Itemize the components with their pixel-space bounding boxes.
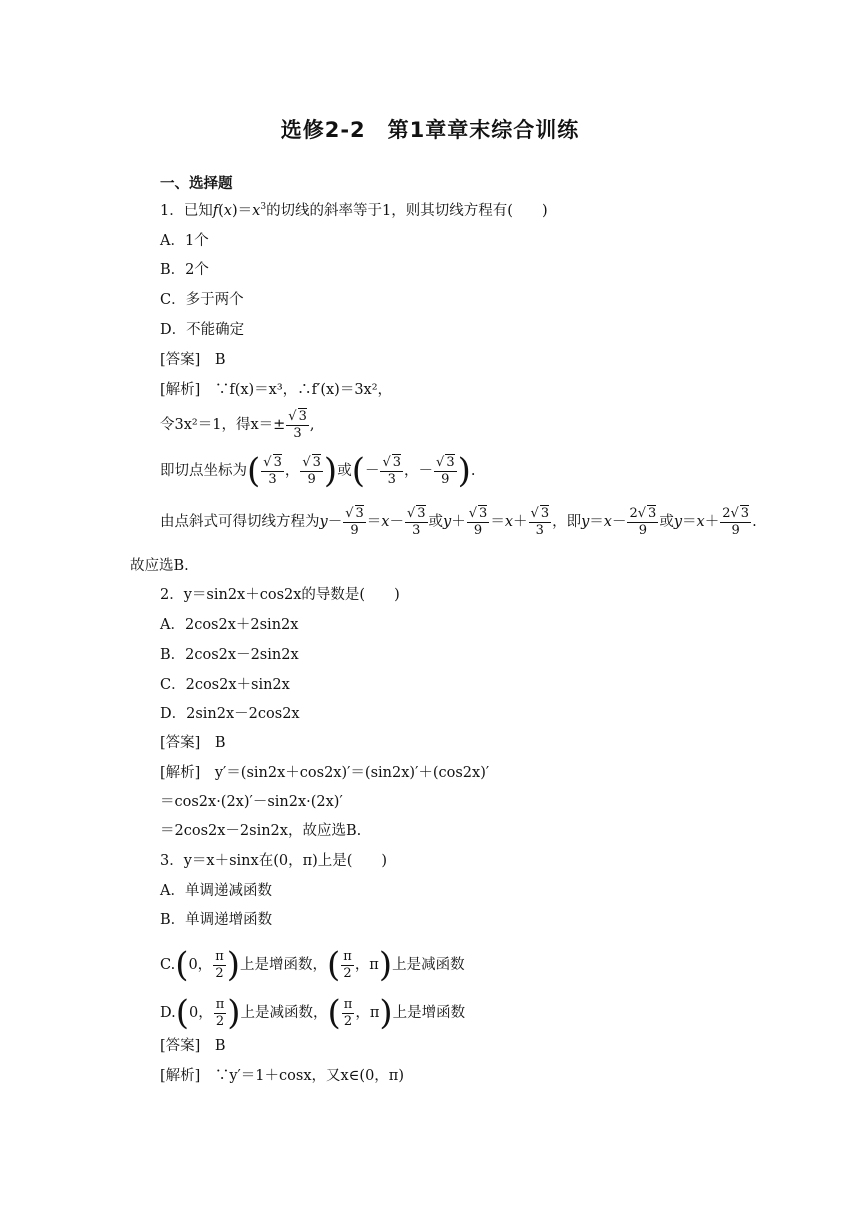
q2-analysis-3: ＝2cos2x－2sin2x，故应选B. <box>160 823 362 839</box>
q1-analysis-5: 故应选B. <box>130 558 189 574</box>
q1-option-d: D．不能确定 <box>160 322 245 338</box>
q3-stem: 3．y＝x＋sinx在(0，π)上是( ) <box>160 853 388 869</box>
option-text: 上是增函数 <box>392 1005 466 1021</box>
analysis-text: 由点斜式可得切线方程为 <box>160 514 320 530</box>
q3-option-b: B．单调递增函数 <box>160 912 273 928</box>
analysis-text: ∵y′＝1＋cosx，又x∈(0，π) <box>214 1068 404 1084</box>
q1-analysis-3: 即切点坐标为( $\frac{√ 3}{3}$ ， $\frac{√ 3}{9}$ )或(－ $\frac{√ 3}{3}$ ，－ $\frac{√ 3}{9}$ ). <box>160 451 476 491</box>
q1-analysis-4: 由点斜式可得切线方程为y－ $\frac{√ 3}{9}$ ＝x－ $\frac{√ 3}{3}$ 或y＋ $\frac{√ 3}{9}$ ＝x＋ $\frac{√ 3}{3}$ ，即y＝x－ $\frac{2√ 3}{9}$ 或y＝x＋ $\frac{2√ 3}{9}$ . <box>160 506 757 538</box>
q3-option-a: A．单调递减函数 <box>160 883 272 899</box>
q3-analysis-1 <box>160 1066 404 1086</box>
q1-stem: 1．已知$f(x)=x^3$的切线的斜率等于1，则其切线方程有( ) <box>160 202 548 219</box>
q2-analysis-2: ＝cos2x·(2x)′－sin2x·(2x)′ <box>160 794 343 810</box>
q2-option-c: C．2cos2x＋sin2x <box>160 677 290 693</box>
q1-analysis-1 <box>160 380 392 400</box>
option-text: 上是减函数， <box>240 1005 328 1021</box>
q2-stem: 2．y＝sin2x＋cos2x的导数是( ) <box>160 587 400 603</box>
q1-option-a: A．1个 <box>160 233 209 249</box>
option-text: 上是增函数， <box>240 957 327 973</box>
page-title: 选修2-2 第1章章末综合训练 <box>280 118 580 142</box>
answer-label: [答案] <box>160 1038 201 1054</box>
q2-option-a: A．2cos2x＋2sin2x <box>160 617 299 633</box>
option-letter: D. <box>160 1005 176 1021</box>
q1-stem-suffix: 的切线的斜率等于1，则其切线方程有( ) <box>266 203 548 219</box>
analysis-label: [解析] <box>160 765 201 781</box>
q1-stem-prefix: 1．已知 <box>160 203 213 219</box>
q1-option-b: B．2个 <box>160 262 209 278</box>
option-letter: C. <box>160 957 176 973</box>
answer-label: [答案] <box>160 735 201 751</box>
answer-value: B <box>214 735 226 751</box>
analysis-text: ，即 <box>552 514 582 530</box>
analysis-text: ∵f(x)＝x³，∴f′(x)＝3x²， <box>214 382 393 398</box>
analysis-text: 即切点坐标为 <box>160 463 247 479</box>
option-text: 上是减函数 <box>392 957 465 973</box>
answer-value: B <box>214 352 226 368</box>
q1-option-c: C．多于两个 <box>160 292 244 308</box>
answer-value: B <box>214 1038 226 1054</box>
q2-analysis-1 <box>160 763 489 783</box>
q3-option-d: D.(0， $\frac{\pi}{2}$ )上是减函数，( $\frac{\pi}{2}$ ，π)上是增函数 <box>160 993 466 1033</box>
q2-answer <box>160 733 225 753</box>
q2-option-b: B．2cos2x－2sin2x <box>160 647 299 663</box>
q1-analysis-2: 令3x²＝1，得x＝± $\frac{√ 3}{3}$ , <box>160 409 315 441</box>
or-word: 或 <box>337 463 352 479</box>
section-heading: 一、选择题 <box>160 176 233 192</box>
q2-option-d: D．2sin2x－2cos2x <box>160 706 300 722</box>
analysis-text: 令3x²＝1，得x＝± <box>160 417 286 433</box>
analysis-label: [解析] <box>160 1068 201 1084</box>
analysis-label: [解析] <box>160 382 201 398</box>
answer-label: [答案] <box>160 352 201 368</box>
fraction: $\frac{√ 3}{3}$ <box>288 409 307 441</box>
q3-option-c: C.(0， $\frac{\pi}{2}$ )上是增函数，( $\frac{\pi}{2}$ ，π)上是减函数 <box>160 945 465 985</box>
q3-answer <box>160 1036 225 1056</box>
analysis-text: y′＝(sin2x＋cos2x)′＝(sin2x)′＋(cos2x)′ <box>214 765 490 781</box>
q1-answer <box>160 350 225 370</box>
